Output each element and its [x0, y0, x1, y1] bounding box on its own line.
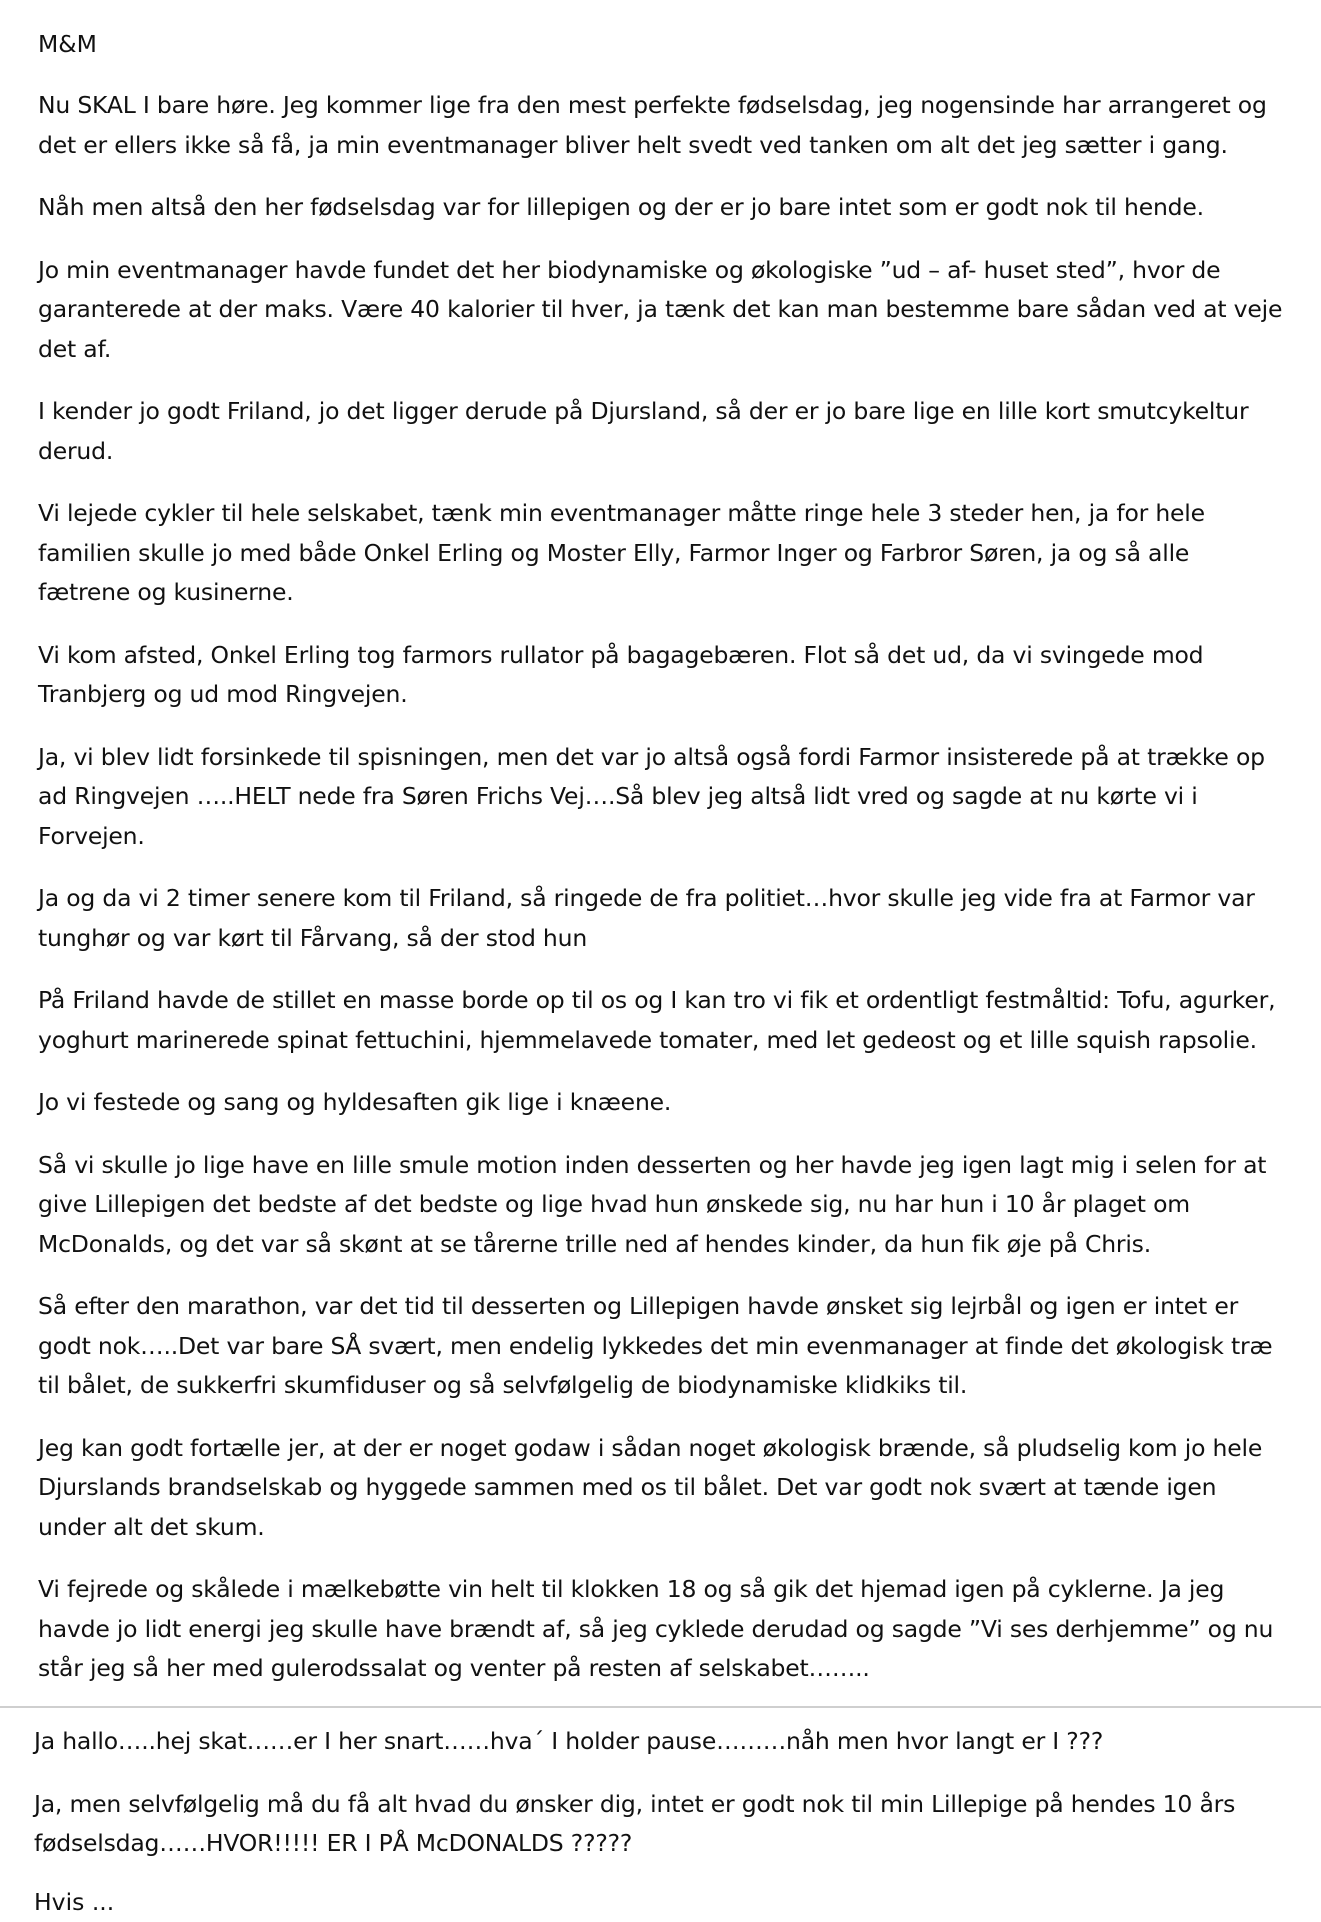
paragraph-8: Ja og da vi 2 timer senere kom til Friland, så ringede de fra politiet…hvor skulle jeg vide fra at Farmor var tunghør og var kørt til Fårvang, så der stod hun — [38, 884, 1255, 952]
paragraph-13: Jeg kan godt fortælle jer, at der er noget godaw i sådan noget økologisk brænde, så pludselig kom jo hele Djurslands brandselskab og hyggede sammen med os til bålet. Det var godt nok svært at tænde igen under alt det skum. — [38, 1433, 1263, 1541]
cut-off-line: Hvis ... — [34, 1888, 115, 1916]
paragraph-7: Ja, vi blev lidt forsinkede til spisningen, men det var jo altså også fordi Farmor insisterede på at trække op ad Ringvejen …..HELT nede fra Søren Frichs Vej….Så blev jeg altså lidt vred og sagde at nu kørte vi i Forvejen. — [38, 742, 1265, 850]
paragraph-1: Nu SKAL I bare høre. Jeg kommer lige fra den mest perfekte fødselsdag, jeg nogensinde har arrangeret og det er ellers ikke så få, ja min eventmanager bliver helt svedt ved tanken om alt det jeg sætter i gang. — [38, 91, 1267, 159]
paragraph-2: Nåh men altså den her fødselsdag var for lillepigen og der er jo bare intet som er godt nok til hende. — [38, 193, 1204, 221]
footer-paragraph-2: Ja, men selvfølgelig må du få alt hvad du ønsker dig, intet er godt nok til min Lillepige på hendes 10 års fødselsdag……HVOR!!!!! ER I PÅ McDONALDS ????? — [34, 1789, 1236, 1857]
paragraph-6: Vi kom afsted, Onkel Erling tog farmors rullator på bagagebæren. Flot så det ud, da vi svingede mod Tranbjerg og ud mod Ringvejen. — [38, 640, 1204, 708]
paragraph-3: Jo min eventmanager havde fundet det her biodynamiske og økologiske ”ud – af- huset sted”, hvor de garanterede at der maks. Være 40 kalorier til hver, ja tænk det kan man bestemme bare sådan ved at veje det af. — [38, 255, 1283, 363]
paragraph-4: I kender jo godt Friland, jo det ligger derude på Djursland, så der er jo bare lige en lille kort smutcykeltur derud. — [38, 397, 1249, 465]
paragraph-5: Vi lejede cykler til hele selskabet, tænk min eventmanager måtte ringe hele 3 steder hen, ja for hele familien skulle jo med både Onkel Erling og Moster Elly, Farmor Inger og Farbror Søren, ja og så alle fætrene og kusinerne. — [38, 499, 1205, 606]
paragraph-10: Jo vi festede og sang og hyldesaften gik lige i knæene. — [38, 1088, 672, 1116]
letter-footer — [34, 1722, 1294, 1887]
paragraph-9: På Friland havde de stillet en masse borde op til os og I kan tro vi fik et ordentligt festmåltid: Tofu, agurker, yoghurt marinerede spinat fettuchini, hjemmelavede tomater, med let gedeost og et lille squish rapsolie. — [38, 986, 1276, 1054]
letter-heading: M&M — [38, 30, 97, 58]
paragraph-14: Vi fejrede og skålede i mælkebøtte vin helt til klokken 18 og så gik det hjemad igen på cyklerne. Ja jeg havde jo lidt energi jeg skulle have brændt af, så jeg cyklede derudad og sagde ”Vi ses derhjemme” og nu står jeg så her med gulerodssalat og venter på resten af selskabet…….. — [38, 1575, 1274, 1682]
paragraph-12: Så efter den marathon, var det tid til desserten og Lillepigen havde ønsket sig lejrbål og igen er intet er godt nok…..Det var bare SÅ svært, men endelig lykkedes det min evenmanager at finde det økologisk træ til bålet, de sukkerfri skumfiduser og så selvfølgelig de biodynamiske klidkiks til. — [38, 1292, 1273, 1399]
paragraph-11: Så vi skulle jo lige have en lille smule motion inden desserten og her havde jeg igen lagt mig i selen for at give Lillepigen det bedste af det bedste og lige hvad hun ønskede sig, nu har hun i 10 år plaget om McDonalds, og det var så skønt at se tårerne trille ned af hendes kinder, da hun fik øje på Chris. — [38, 1150, 1267, 1258]
scan-divider — [0, 1706, 1321, 1708]
footer-paragraph-1: Ja hallo…..hej skat……er I her snart……hva´ I holder pause………nåh men hvor langt er I ??? — [34, 1727, 1104, 1755]
letter-body — [38, 24, 1288, 1710]
